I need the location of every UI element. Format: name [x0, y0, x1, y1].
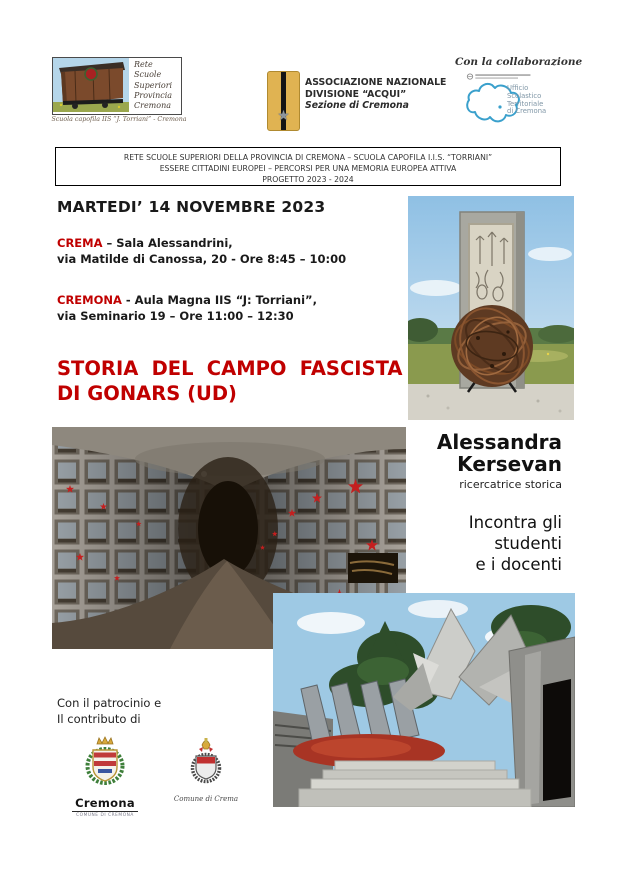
cremona-crest-icon — [81, 736, 129, 788]
venue-cremona-details: via Seminario 19 – Ore 11:00 – 12:30 — [57, 308, 294, 323]
rete-line: Superiori — [134, 80, 173, 90]
usr-header-mark — [462, 73, 542, 81]
banner-line1: RETE SCUOLE SUPERIORI DELLA PROVINCIA DI CREMONA – SCUOLA CAPOFILA I.I.S. “TORRIANI” — [123, 153, 493, 162]
rete-line: Rete — [134, 60, 153, 69]
invite-line: Incontra gli — [468, 513, 562, 532]
ufficio-scolastico-logo — [460, 72, 574, 126]
banner-line2: ESSERE CITTADINI EUROPEI – PERCORSI PER UNA MEMORIA EUROPEA ATTIVA — [159, 164, 457, 173]
crema-label: Comune di Crema — [173, 795, 239, 803]
event-title-line2: DI GONARS (UD) — [57, 381, 237, 405]
rete-line: Provincia — [134, 90, 173, 100]
collaboration-heading: Con la collaborazione — [455, 56, 583, 68]
usr-line: Scolastico — [507, 91, 542, 100]
stele-photo — [408, 196, 574, 420]
venue-crema-line1 — [57, 236, 346, 252]
acqui-ribbon-icon — [267, 71, 300, 131]
usr-line: Ufficio — [507, 84, 529, 92]
cremona-label: Cremona — [72, 796, 138, 812]
invite-line: e i docenti — [475, 555, 562, 574]
speaker-invite — [390, 512, 562, 575]
venue-cremona — [57, 293, 317, 324]
speaker-role: ricercatrice storica — [459, 478, 562, 491]
acqui-line1: ASSOCIAZIONE NAZIONALE — [305, 77, 447, 88]
venue-city: CREMONA — [57, 293, 122, 307]
usr-line: Territoriale — [507, 99, 544, 108]
usr-line: di Cremona — [507, 107, 547, 116]
event-date: MARTEDI’ 14 NOVEMBRE 2023 — [57, 198, 326, 216]
venue-crema — [57, 236, 346, 267]
acqui-line3: Sezione di Cremona — [305, 100, 409, 112]
rete-logo-text — [129, 58, 172, 114]
crema-crest-icon — [187, 737, 225, 789]
speaker-first-name: Alessandra — [436, 430, 562, 454]
invite-line: studenti — [494, 534, 562, 553]
project-banner — [55, 147, 561, 186]
train-wagon-photo — [53, 58, 129, 112]
cremona-coat-of-arms — [60, 736, 150, 818]
rete-logo-caption: Scuola capofila IIS “J. Torriani” - Cremona — [51, 116, 187, 123]
star-icon: ★ — [277, 108, 290, 124]
patronage-line2: Il contributo di — [57, 711, 141, 726]
usr-office-text — [507, 85, 546, 116]
acqui-line2: DIVISIONE “ACQUI” — [305, 88, 407, 100]
rete-line: Cremona — [134, 101, 172, 111]
crema-coat-of-arms — [163, 737, 249, 803]
venue-name: - Aula Magna IIS “J: Torriani”, — [121, 293, 317, 307]
monument-photo — [273, 593, 575, 807]
cremona-sublabel: COMUNE DI CREMONA — [76, 813, 134, 818]
venue-crema-details: via Matilde di Canossa, 20 - Ore 8:45 – 10:00 — [57, 251, 347, 266]
rete-line: Scuole — [134, 70, 162, 80]
venue-name: – Sala Alessandrini, — [102, 236, 233, 250]
rete-scuole-logo — [52, 57, 182, 115]
venue-city: CREMA — [57, 236, 103, 250]
acqui-association-text — [305, 77, 446, 112]
speaker-block — [390, 432, 562, 575]
banner-line3: PROGETTO 2023 - 2024 — [262, 175, 354, 184]
speaker-last-name: Kersevan — [457, 451, 562, 476]
venue-cremona-line1 — [57, 293, 317, 309]
event-title-line1: STORIA DEL CAMPO FASCISTA — [57, 357, 403, 380]
event-title — [57, 357, 427, 406]
patronage-line1: Con il patrocinio e — [57, 696, 162, 710]
patronage-text — [57, 696, 161, 727]
